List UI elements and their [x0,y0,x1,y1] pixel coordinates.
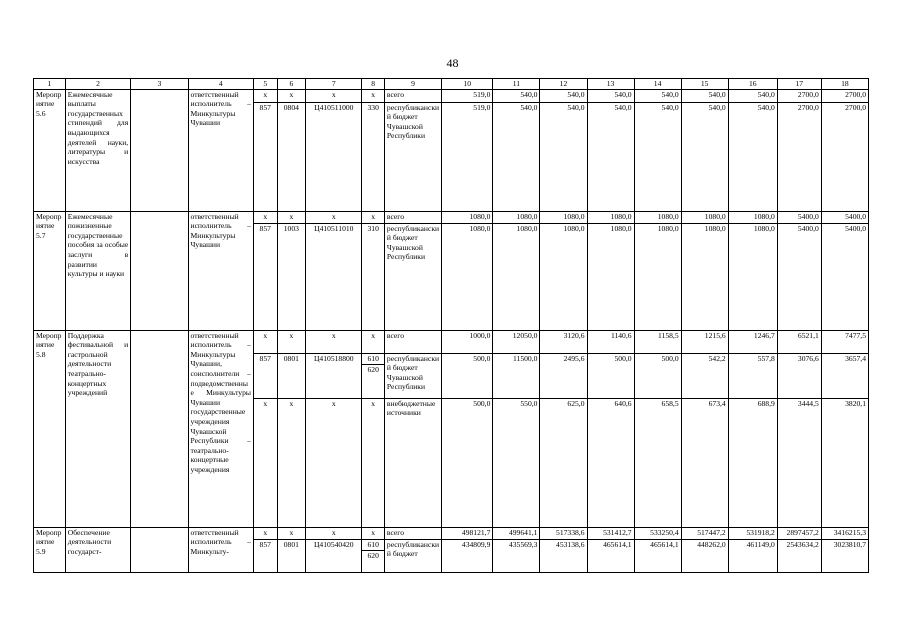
cell-value: 550,0 [493,398,540,527]
header-cell: 1 [34,79,66,90]
cell-value: 531918,2 [728,527,777,539]
cell-expense-type: x [362,398,385,527]
expense-type-a: 610 [362,540,384,552]
cell-source: всего [384,211,441,223]
cell-target-article: x [306,89,362,102]
cell-value: 434809,9 [442,539,493,572]
cell-value: 2897457,2 [777,527,821,539]
page-number: 48 [446,56,459,70]
measure-id: Мероприятие 5.9 [34,527,66,572]
cell-value: 465614,1 [587,539,634,572]
cell-value: 540,0 [587,89,634,102]
cell-value: 2700,0 [777,102,821,211]
cell-value: 1080,0 [728,223,777,330]
measure-id: Мероприятие 5.6 [34,89,66,211]
header-cell: 7 [306,79,362,90]
cell-value: 2495,6 [540,353,587,398]
cell-value: 1215,6 [681,330,728,353]
cell-target-article: Ц410511000 [306,102,362,211]
cell-value: 5400,0 [777,211,821,223]
cell-source: республиканский бюджет [384,539,441,572]
cell-value: 540,0 [681,89,728,102]
cell-value: 7477,5 [821,330,868,353]
cell-value: 2700,0 [821,89,868,102]
cell-expense-type: x [362,89,385,102]
header-cell: 5 [253,79,277,90]
cell-value: 1080,0 [634,211,681,223]
header-cell: 13 [587,79,634,90]
cell-grbs: x [253,89,277,102]
measure-title: Обеспечение деятельности государст- [65,527,130,572]
header-cell: 18 [821,79,868,90]
cell-value: 1080,0 [493,223,540,330]
cell-value: 3120,6 [540,330,587,353]
cell-value: 500,0 [442,353,493,398]
cell-value: 1080,0 [587,223,634,330]
header-cell: 17 [777,79,821,90]
cell-section: 0801 [277,353,306,398]
cell-value: 1080,0 [442,223,493,330]
cell-value: 6521,1 [777,330,821,353]
cell-value: 517338,6 [540,527,587,539]
cell-target-article: x [306,211,362,223]
cell-value: 540,0 [681,102,728,211]
cell-value: 3820,1 [821,398,868,527]
cell-value: 2543634,2 [777,539,821,572]
cell-grbs: x [253,211,277,223]
cell-value: 625,0 [540,398,587,527]
cell-target-article: x [306,330,362,353]
cell-value: 1080,0 [681,211,728,223]
header-cell: 15 [681,79,728,90]
header-cell: 12 [540,79,587,90]
expense-type-a: 610 [362,354,384,366]
measure-executor: ответственный исполнитель – Минкультуры Чувашии, соисполнители – подведомственные Минкультуры Чувашии государственные учреждения Чувашской Республики – театрально-концертные учреждения [188,330,253,527]
cell-target-article: Ц410518800 [306,353,362,398]
cell-grbs: 857 [253,353,277,398]
header-cell: 14 [634,79,681,90]
cell-target-article: x [306,398,362,527]
cell-target-article: Ц410511010 [306,223,362,330]
cell-section: x [277,89,306,102]
cell-value: 3416215,3 [821,527,868,539]
cell-value: 540,0 [587,102,634,211]
cell-section: x [277,527,306,539]
measure-executor: ответственный исполнитель – Минкульту- [188,527,253,572]
cell-value: 658,5 [634,398,681,527]
cell-section: x [277,330,306,353]
cell-expense-type: 310 [362,223,385,330]
cell-value: 500,0 [587,353,634,398]
cell-expense-type [362,353,385,398]
header-cell: 10 [442,79,493,90]
cell-value: 540,0 [634,102,681,211]
cell-value: 448262,0 [681,539,728,572]
cell-value: 1000,0 [442,330,493,353]
cell-value: 1246,7 [728,330,777,353]
cell-target-article: x [306,527,362,539]
header-cell: 8 [362,79,385,90]
cell-value: 688,9 [728,398,777,527]
measure-title: Ежемесячные выплаты государственных стипендий для выдающихся деятелей науки, литературы и искусства [65,89,130,211]
cell-value: 519,0 [442,89,493,102]
expense-type-b: 620 [367,551,379,561]
cell-value: 3657,4 [821,353,868,398]
cell-source: республиканский бюджет Чувашской Республики [384,223,441,330]
cell-value: 531412,7 [587,527,634,539]
cell-value: 1080,0 [634,223,681,330]
cell-source: внебюджетные источники [384,398,441,527]
cell-expense-type: 330 [362,102,385,211]
cell-section: 0804 [277,102,306,211]
cell-value: 3023810,7 [821,539,868,572]
cell-target-article: Ц410540420 [306,539,362,572]
cell-value: 519,0 [442,102,493,211]
cell-value: 1080,0 [587,211,634,223]
cell-value: 673,4 [681,398,728,527]
cell-value: 11500,0 [493,353,540,398]
cell-value: 461149,0 [728,539,777,572]
table-row [34,89,869,102]
cell-value: 3076,6 [777,353,821,398]
cell-grbs: 857 [253,223,277,330]
cell-value: 453138,6 [540,539,587,572]
cell-value: 517447,2 [681,527,728,539]
cell-value: 5400,0 [821,223,868,330]
header-cell: 11 [493,79,540,90]
measure-executor: ответственный исполнитель – Минкультуры Чувашии [188,89,253,211]
cell-value: 498121,7 [442,527,493,539]
cell-source: всего [384,527,441,539]
header-row [34,79,869,90]
cell-value: 533250,4 [634,527,681,539]
cell-value: 1080,0 [681,223,728,330]
cell-value: 499641,1 [493,527,540,539]
cell-value: 1140,6 [587,330,634,353]
header-cell: 3 [131,79,188,90]
cell-value: 542,2 [681,353,728,398]
measure-title: Поддержка фестивальной и гастрольной деятельности театрально-концертных учреждений [65,330,130,527]
cell-value: 435569,3 [493,539,540,572]
cell-value: 5400,0 [821,211,868,223]
expense-type-b: 620 [367,365,379,375]
cell-value: 540,0 [493,102,540,211]
budget-table [33,78,869,573]
cell-value: 465614,1 [634,539,681,572]
header-cell: 2 [65,79,130,90]
cell-expense-type: x [362,330,385,353]
cell-source: республиканский бюджет Чувашской Республики [384,353,441,398]
cell-expense-type [362,539,385,572]
cell-section: 0801 [277,539,306,572]
measure-id: Мероприятие 5.7 [34,211,66,330]
cell-value: 1080,0 [493,211,540,223]
cell-section: x [277,398,306,527]
table-row [34,330,869,353]
cell-value: 1080,0 [540,211,587,223]
cell-value: 500,0 [442,398,493,527]
cell-value: 1080,0 [728,211,777,223]
cell-value: 640,6 [587,398,634,527]
empty-cell [131,330,188,527]
table-row [34,211,869,223]
measure-title: Ежемесячные пожизненные государственные пособия за особые заслуги в развитии культуры и науки [65,211,130,330]
header-cell: 4 [188,79,253,90]
cell-value: 557,8 [728,353,777,398]
cell-expense-type: x [362,211,385,223]
empty-cell [131,89,188,211]
cell-source: всего [384,330,441,353]
cell-grbs: x [253,330,277,353]
header-cell: 16 [728,79,777,90]
cell-value: 3444,5 [777,398,821,527]
cell-source: всего [384,89,441,102]
cell-grbs: x [253,527,277,539]
cell-value: 1080,0 [540,223,587,330]
header-cell: 6 [277,79,306,90]
cell-value: 540,0 [540,89,587,102]
cell-value: 540,0 [634,89,681,102]
cell-value: 540,0 [493,89,540,102]
cell-value: 540,0 [728,102,777,211]
cell-value: 12050,0 [493,330,540,353]
header-cell: 9 [384,79,441,90]
cell-value: 5400,0 [777,223,821,330]
cell-expense-type: x [362,527,385,539]
cell-value: 2700,0 [777,89,821,102]
cell-value: 2700,0 [821,102,868,211]
cell-value: 1158,5 [634,330,681,353]
cell-value: 1080,0 [442,211,493,223]
cell-source: республиканский бюджет Чувашской Республики [384,102,441,211]
empty-cell [131,527,188,572]
cell-value: 500,0 [634,353,681,398]
cell-grbs: x [253,398,277,527]
cell-grbs: 857 [253,102,277,211]
empty-cell [131,211,188,330]
cell-section: x [277,211,306,223]
cell-section: 1003 [277,223,306,330]
cell-value: 540,0 [540,102,587,211]
measure-id: Мероприятие 5.8 [34,330,66,527]
cell-grbs: 857 [253,539,277,572]
measure-executor: ответственный исполнитель – Минкультуры Чувашии [188,211,253,330]
table-row [34,527,869,539]
cell-value: 540,0 [728,89,777,102]
